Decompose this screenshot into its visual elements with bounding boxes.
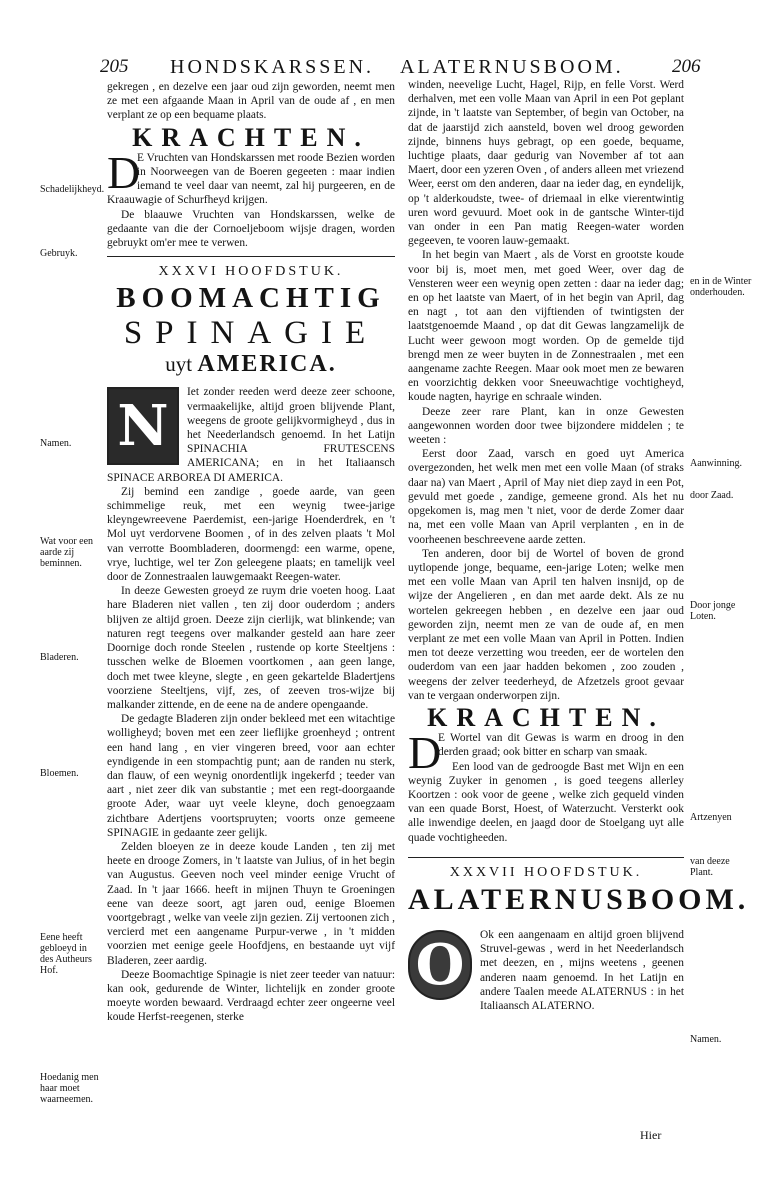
namen-text: Iet zonder reeden werd deeze zeer schoone, vermaakelijke, altijd groen blijvende Plant, weegens de groote gelijkvormigheyd , dus in het Neederlandsch genoemd. In het Latijn SPINACHIA FRUTESCENS AMERICANA; en in het Italiaansch SPINACE ARBOREA DI AMERICA.	[107, 386, 395, 484]
krachten-heading-left: KRACHTEN.	[132, 122, 370, 152]
title-boomachtig: BOOMACHTIG	[116, 282, 386, 315]
alaternus-paragraph	[408, 928, 684, 1013]
lood-paragraph: Een lood van de gedroogde Bast met Wijn en een weynig Zuyker in genomen , is goed teegens allerley Koortzen : ook voor de geene , welke zich gequeld vinden van een quade Borst, Hoest, of Waterzucht. Versterkt ook alle inwendige deelen, en jaagd door de Stoelgang uyt alle quade vochtigheeden.	[408, 760, 684, 844]
bewaard-paragraph: Deeze Boomachtige Spinagie is niet zeer teeder van natuur: kan ook, gedurende de Winter, lichtelijk en zonder groote moeyte worden bewaard. Verdraagd echter zeer ongeerne veel koude Herfst-reegenen, sterke	[107, 968, 395, 1024]
margin-note-schade: Schadelijkheyd.	[40, 184, 105, 195]
bladeren-paragraph: In deeze Gewesten groeyd ze ruym drie voeten hoog. Laat hare Bladeren niet vallen , ten zij door ouderdom ; anders blijven ze altijd groen. Deeze zijn cierlijk, wat blinkende; van naturen regt teegens over malkander gesteld aan hare zeer Doornige doch ronde Steelen , rustende op korte Steeltjens : tusschen welke de Bloemen voortkomen , aan geen lange, doch met twee kleyne, slegte , en geen gekartelde Bladertjens voorziene Steeltjens, vijf, zes, of zeeven tros-wijze bij malkander zittende, en de eene na de andere opengaande.	[107, 585, 395, 711]
section-rule-right	[408, 857, 684, 858]
margin-note-namen-right: Namen.	[690, 1034, 722, 1045]
aanwinning-paragraph: Deeze zeer rare Plant, kan in onze Gewesten aangewonnen worden door twee bijzondere middelen ; te weeten :	[408, 405, 684, 447]
margin-note-onderhouden: en in de Winter onderhouden.	[690, 276, 752, 298]
margin-note-gebruyk: Gebruyk.	[40, 248, 78, 259]
namen-paragraph	[107, 385, 395, 484]
schade-text: E Vruchten van Hondskarssen met roode Bezien worden in Noorweegen van de Boeren gegeeten : maar indien iemand te veel daar van neemt, zal hij purgeeren, en de Kraauwagie of Schurfheyd krijgen.	[107, 151, 395, 207]
right-running-title: ALATERNUSBOOM.	[400, 56, 624, 78]
loten-paragraph: Ten anderen, door bij de Wortel of boven de grond uytlopende jonge, bequame, een-jarige Loten; welke men met een volle Maan van April ten halven insnijd, op de wijze der Angelieren , en dan met aarde dekt. Als ze nu wortelen gekreegen hebben , en dezelve een jaar oud geworden zijn, neemt men ze van de oude af, en men verplant ze met een volle Maan van April in Potten. Indien men tot deeze verzetting wou treeden, eer de wortelen den ouderdom van een jaar hadden bekomen , zoo zouden , weegens der zelver teederheyd, de Afzetzels groot gevaar van te vergaan onderworpen zijn.	[408, 547, 684, 702]
winter-paragraph: winden, neevelige Lucht, Hagel, Rijp, en felle Vorst. Werd derhalven, met een volle Maan van April in een Pot geplant zijnde, in 't laatste van September, of begin van October, na dat de jaarstijd zich aansteld, boven wel droog geworden zijnde, binnens huys gebragt, op een goede, bequame, luchtige plaats, daar gedurig van November af tot aan Maert, door een yzeren Oven , of anders alleen met vriezend Weer, eerst om den anderen, daar na ieder dag, en eyndelijk, op 't alderkoudste, twee- of driemaal in elke vierentwintig uren word gevuurd. Moet ook in de gantsche Winter-tijd van onder in een Pan matig Reegen-water worden gegeeven, te vooren lauw-gemaakt.	[408, 79, 684, 248]
margin-note-zaad: door Zaad.	[690, 490, 734, 501]
title-uyt-america	[107, 351, 395, 377]
left-column	[107, 80, 395, 1025]
decorated-initial-o: O	[408, 930, 472, 1000]
bloeyd-paragraph: Zelden bloeyen ze in deeze koude Landen , ten zij met heete en drooge Zomers, in 't laatste van Julius, of in het begin van Augustus. Geeven noch veel minder eenige Vrucht of Zaad. In 't jaar 1666. heeft in mijnen Thuyn te Groeningen eene van deeze soort, agt jaren oud, eenige Bloemen voortgebragt , welke van veele zijn gezien. Zij vertoonen zich , vercierd met een aangename Purpur-verwe , in 't midden voorzien met eenige geele Hoofdjens, en bestaande uyt vijf Bladeren, zeer aardig.	[107, 840, 395, 967]
bloemen-paragraph: De gedagte Bladeren zijn onder bekleed met een witachtige wolligheyd; boven met een zeer lieflijke groenheyd ; ontrent een hand lang , en vier vingeren breed, voor aan echter eyndigende in een stompachtig punt; aan de randen nu sterk, dan flauw, of een weynig onordentlijk ingekerfd ; teeder van aart , niet zeer dik van substantie ; met een regt-doorgaande groote Ader, waar uyt veele kleyne, doch genoegzaam zichtbare Adertjens voortspruyten; voorts onze gemeene SPINAGIE in gedaante zeer gelijk.	[107, 713, 395, 839]
artzenyen-paragraph	[408, 727, 684, 779]
intro-paragraph: gekregen , en dezelve een jaar oud zijn geworden, neemt men ze met een afgaande Maan in April van de oude af , en men verplant ze op een bequame plaats.	[107, 81, 395, 122]
maert-paragraph: In het begin van Maert , als de Vorst en grootste koude voor bij is, moet men, met goed Weer, over dag de Vensteren weer een weynig open zetten : daar na ieder dag; en op het laatste van Maert, of in het begin van April, dag en nagt , tot aan den vijftienden of twintigsten der laatstgenoemde Maand , op dat dit Gewas langzamelijk de Lucht weer gewoon mogt worden. Op de gemelde tijd brengd men ze weer buyten in de Zonnestraalen , met een aangename zachte Reegen. Maar ook moet men ze bewaren en voorzichtig dekken voor Sneeuwachtige vochtigheyd, koude nagten, hayrige en schraale winden.	[408, 249, 684, 404]
left-page-number: 205	[100, 56, 129, 77]
alaternus-text: Ok een aangenaam en altijd groen blijvend Struvel-gewas , werd in het Neederlandsch met deezen, en , mijns weetens , geenen anderen naam genoemd. In het Latijn en andere Taalen meede ALATERNUS : in het Italiaansch ALATERNO.	[480, 928, 684, 1012]
gebruyk-paragraph: De blaauwe Vruchten van Hondskarssen, welke de gedaante van die der Cornoeljeboom wijsje dragen, worden gebruykt om'er mee te verwen.	[107, 208, 395, 250]
left-running-title: HONDSKARSSEN.	[170, 56, 375, 78]
right-page-number: 206	[672, 56, 701, 77]
drop-cap-d-right: D	[408, 727, 442, 779]
schade-paragraph	[107, 146, 395, 208]
title-alaternusboom: ALATERNUSBOOM.	[408, 882, 750, 916]
drop-cap-d: D	[107, 146, 141, 198]
margin-note-loten: Door jonge Loten.	[690, 600, 736, 622]
chapter-heading-36: XXXVI HOOFDSTUK.	[158, 264, 344, 280]
running-head	[40, 56, 720, 80]
title-uyt: uyt	[165, 352, 193, 377]
margin-note-bladeren: Bladeren.	[40, 652, 79, 663]
title-america: AMERICA.	[197, 351, 337, 378]
margin-note-aanwinning: Aanwinning.	[690, 458, 742, 469]
margin-note-bloeyd: Eene heeft gebloeyd in des Autheurs Hof.	[40, 932, 92, 976]
margin-note-aarde: Wat voor een aarde zij beminnen.	[40, 536, 94, 569]
section-rule	[107, 256, 395, 257]
catchword: Hier	[640, 1128, 662, 1142]
artzenyen-text: E Wortel van dit Gewas is warm en droog in den derden graad; ook bitter en scharp van smaak.	[438, 732, 684, 759]
zaad-paragraph: Eerst door Zaad, varsch en goed uyt America overgezonden, het welk men met een volle Maan (of straks daar na) van Maert , April of May niet diep zayd in een Pot, gevuld met goede , zandige, gemeene grond. Als het nu opgekomen is, mag men 't niet, voor de derde Zomer daar na, met een volle Maan van April verplanten , en in de voorheenen beschreevene aarde zetten.	[408, 448, 684, 546]
aarde-paragraph: Zij bemind een zandige , goede aarde, van geen schimmelige reuk, met een weynig twee-jarige kleyngewreevene Paerdemist, een-jarige Hoenderdrek, en 't Mol uyt verdorvene Boomen , of in des zelven plaats 't Mol van verrotte Boombladeren, doormengd: een warme, opene, vrye, luchtige, wel ter Zon geleegene plaats; en tamelijk veel door de Zonnestraalen lauwgemaakt Reegen-water.	[107, 485, 395, 584]
title-spinagie: SPINAGIE	[123, 315, 379, 352]
margin-note-artzenyen: Artzenyen	[690, 812, 732, 823]
margin-note-plant: van deeze Plant.	[690, 856, 730, 878]
margin-note-bloemen: Bloemen.	[40, 768, 79, 779]
margin-note-namen: Namen.	[40, 438, 72, 449]
decorated-initial-n: N	[107, 387, 179, 465]
chapter-heading-37: XXXVII HOOFDSTUK.	[449, 864, 643, 880]
margin-note-bewaard: Hoedanig men haar moet waarneemen.	[40, 1072, 99, 1105]
krachten-heading-right: KRACHTEN.	[427, 702, 665, 732]
